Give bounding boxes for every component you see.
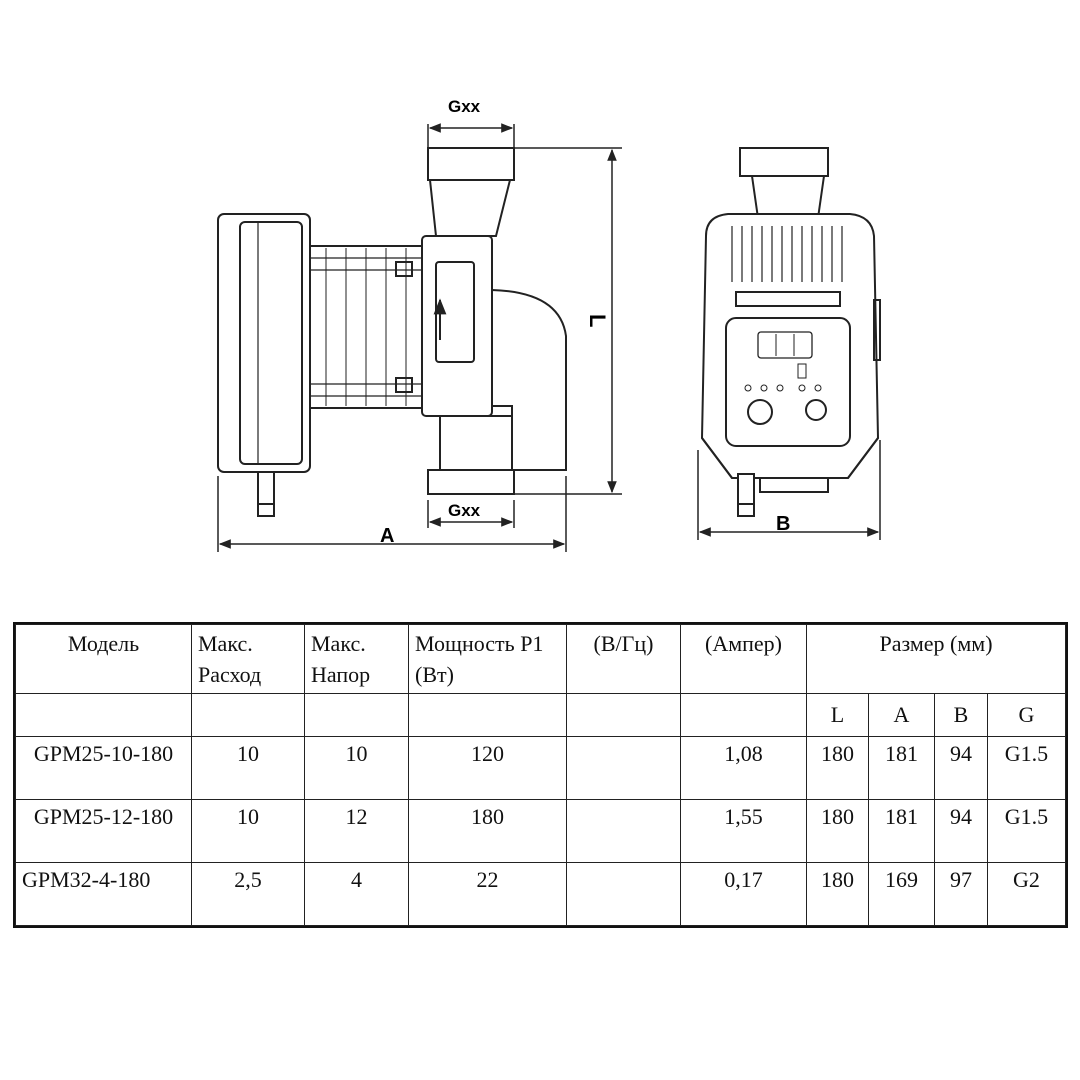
header-max-flow: Макс. Расход	[192, 625, 305, 694]
table-row	[16, 863, 1066, 926]
header-current: (Ампер)	[681, 625, 807, 694]
cell-power: 120	[409, 737, 567, 800]
cell-l: 180	[807, 737, 869, 800]
cell-head: 10	[305, 737, 409, 800]
dim-b: B	[776, 513, 791, 535]
cell-b: 94	[935, 800, 988, 863]
cell-power: 22	[409, 863, 567, 926]
cell-head: 4	[305, 863, 409, 926]
dim-gxx-bottom: Gxx	[448, 501, 481, 520]
cell-power: 180	[409, 800, 567, 863]
cell-a: 181	[869, 737, 935, 800]
header-voltage: (В/Гц)	[567, 625, 681, 694]
pump-spec-table	[15, 624, 1066, 926]
subheader-empty	[305, 694, 409, 737]
subheader-g: G	[988, 694, 1066, 737]
cell-voltage	[567, 800, 681, 863]
subheader-empty	[409, 694, 567, 737]
pump-front-view	[702, 148, 880, 516]
cell-a: 181	[869, 800, 935, 863]
cell-voltage	[567, 737, 681, 800]
cell-l: 180	[807, 800, 869, 863]
pump-side-view	[218, 148, 566, 516]
header-max-head: Макс. Напор	[305, 625, 409, 694]
dim-l: L	[585, 314, 610, 328]
subheader-l: L	[807, 694, 869, 737]
subheader-empty	[681, 694, 807, 737]
subheader-b: B	[935, 694, 988, 737]
cell-l: 180	[807, 863, 869, 926]
cell-current: 1,55	[681, 800, 807, 863]
cell-g: G1.5	[988, 737, 1066, 800]
dim-a: A	[380, 525, 395, 547]
cell-b: 94	[935, 737, 988, 800]
cell-current: 1,08	[681, 737, 807, 800]
table-row	[16, 800, 1066, 863]
cell-flow: 10	[192, 800, 305, 863]
header-power: Мощность P1 (Вт)	[409, 625, 567, 694]
cell-flow: 10	[192, 737, 305, 800]
header-row	[16, 625, 1066, 694]
cell-g: G1.5	[988, 800, 1066, 863]
cell-a: 169	[869, 863, 935, 926]
cell-model: GPM25-10-180	[16, 737, 192, 800]
subheader-empty	[16, 694, 192, 737]
cell-model: GPM32-4-180	[16, 863, 192, 926]
subheader-row	[16, 694, 1066, 737]
cell-flow: 2,5	[192, 863, 305, 926]
dim-gxx-top: Gxx	[448, 97, 481, 116]
cell-b: 97	[935, 863, 988, 926]
cell-voltage	[567, 863, 681, 926]
subheader-empty	[192, 694, 305, 737]
header-size: Размер (мм)	[807, 625, 1066, 694]
header-model: Модель	[16, 625, 192, 694]
table-row	[16, 737, 1066, 800]
cell-head: 12	[305, 800, 409, 863]
subheader-a: A	[869, 694, 935, 737]
cell-g: G2	[988, 863, 1066, 926]
cell-model: GPM25-12-180	[16, 800, 192, 863]
cell-current: 0,17	[681, 863, 807, 926]
subheader-empty	[567, 694, 681, 737]
